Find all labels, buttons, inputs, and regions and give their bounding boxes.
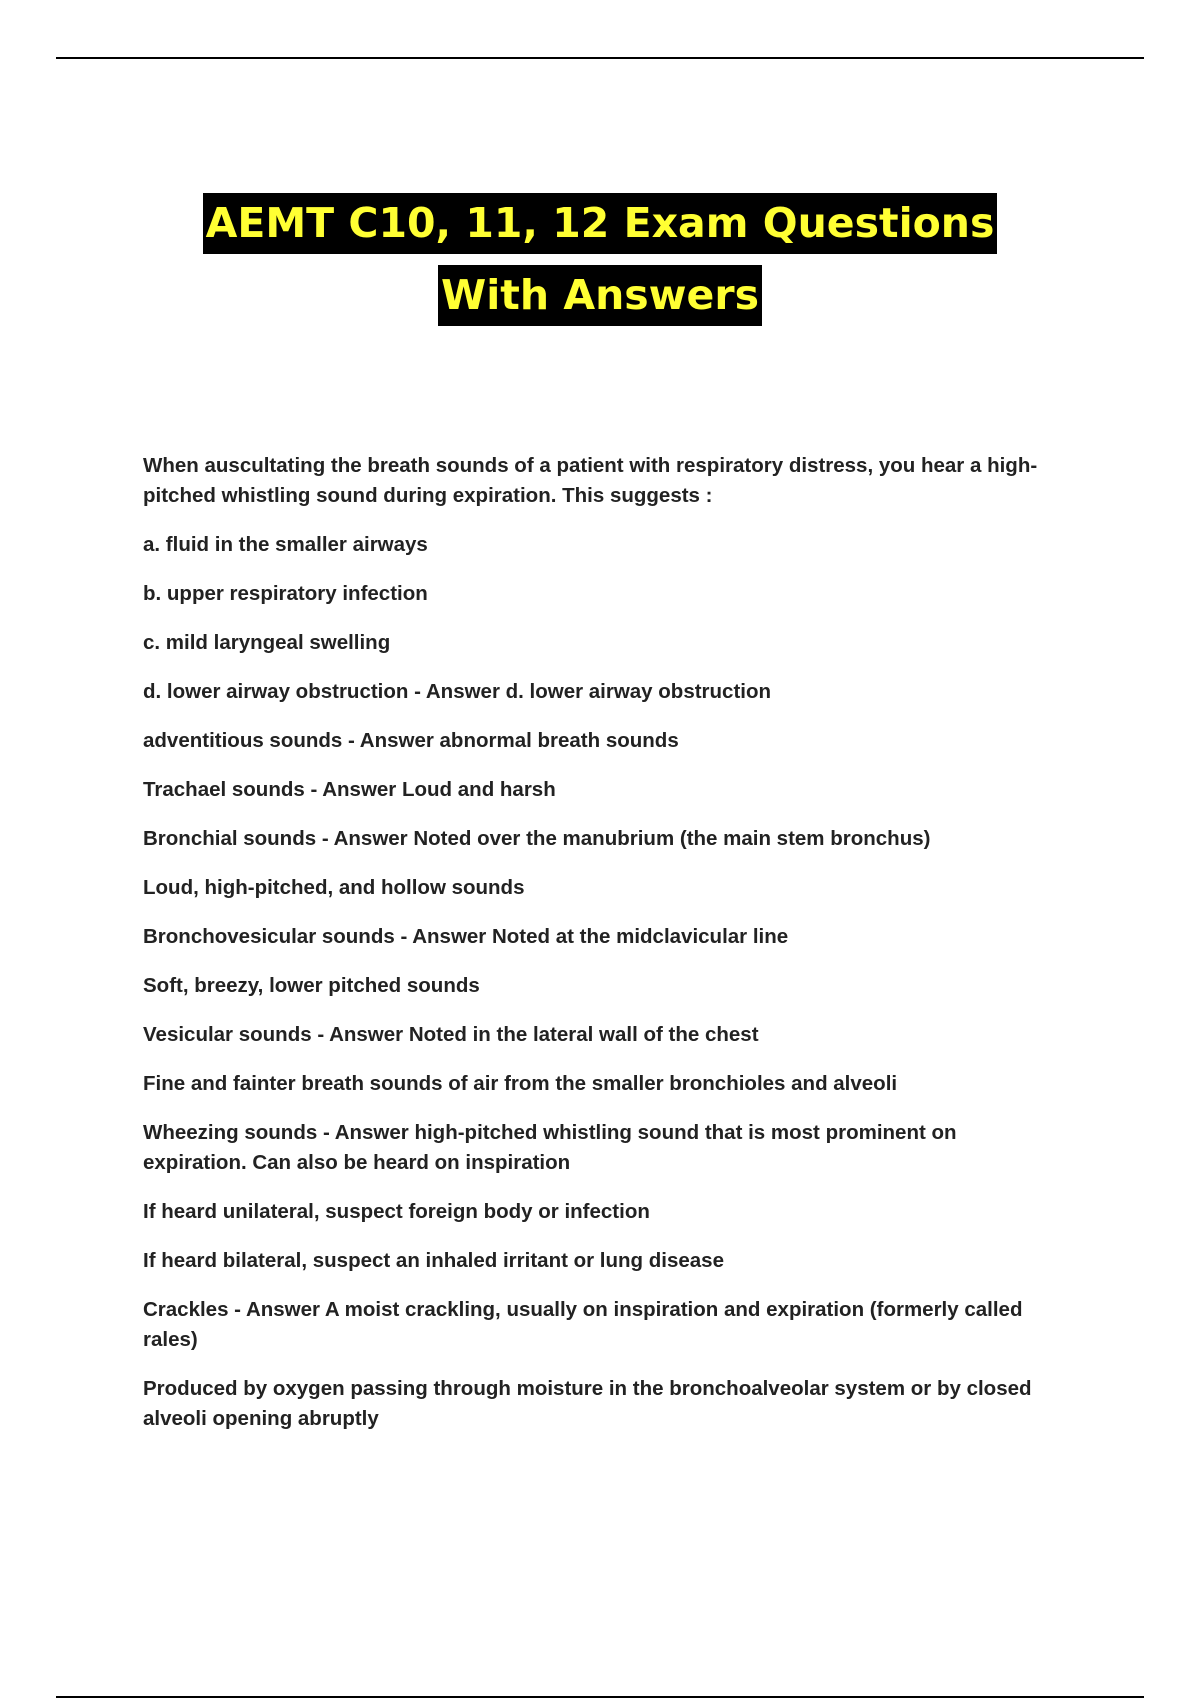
qa-tracheal-sounds: Trachael sounds - Answer Loud and harsh (143, 778, 556, 801)
qa-adventitious-sounds: adventitious sounds - Answer abnormal breath sounds (143, 729, 679, 752)
footer-rule (56, 1696, 1144, 1698)
option-c: c. mild laryngeal swelling (143, 631, 391, 654)
note-wheezing-unilateral: If heard unilateral, suspect foreign body or infection (143, 1200, 650, 1223)
qa-wheezing-sounds: Wheezing sounds - Answer high-pitched whistling sound that is most prominent on expiration. Can also be heard on inspiration (143, 1121, 957, 1174)
qa-bronchovesicular-sounds: Bronchovesicular sounds - Answer Noted at the midclavicular line (143, 925, 789, 948)
document-body (143, 451, 1063, 1453)
qa-crackles: Crackles - Answer A moist crackling, usually on inspiration and expiration (formerly called rales) (143, 1298, 1023, 1351)
title-line-1: AEMT C10, 11, 12 Exam Questions (203, 193, 998, 254)
option-a: a. fluid in the smaller airways (143, 533, 428, 556)
title-line-2: With Answers (438, 265, 762, 326)
qa-vesicular-sounds: Vesicular sounds - Answer Noted in the lateral wall of the chest (143, 1023, 759, 1046)
note-bronchovesicular: Soft, breezy, lower pitched sounds (143, 974, 480, 997)
note-wheezing-bilateral: If heard bilateral, suspect an inhaled irritant or lung disease (143, 1249, 724, 1272)
note-crackles: Produced by oxygen passing through moisture in the bronchoalveolar system or by closed alveoli opening abruptly (143, 1377, 1032, 1430)
note-bronchial: Loud, high-pitched, and hollow sounds (143, 876, 525, 899)
header-rule (56, 57, 1144, 59)
qa-bronchial-sounds: Bronchial sounds - Answer Noted over the manubrium (the main stem bronchus) (143, 827, 931, 850)
option-b: b. upper respiratory infection (143, 582, 428, 605)
question-stem: When auscultating the breath sounds of a patient with respiratory distress, you hear a high-pitched whistling sound during expiration. This suggests : (143, 454, 1038, 507)
option-d-with-answer: d. lower airway obstruction - Answer d. lower airway obstruction (143, 680, 772, 703)
document-title (0, 193, 1200, 326)
note-vesicular: Fine and fainter breath sounds of air from the smaller bronchioles and alveoli (143, 1072, 898, 1095)
